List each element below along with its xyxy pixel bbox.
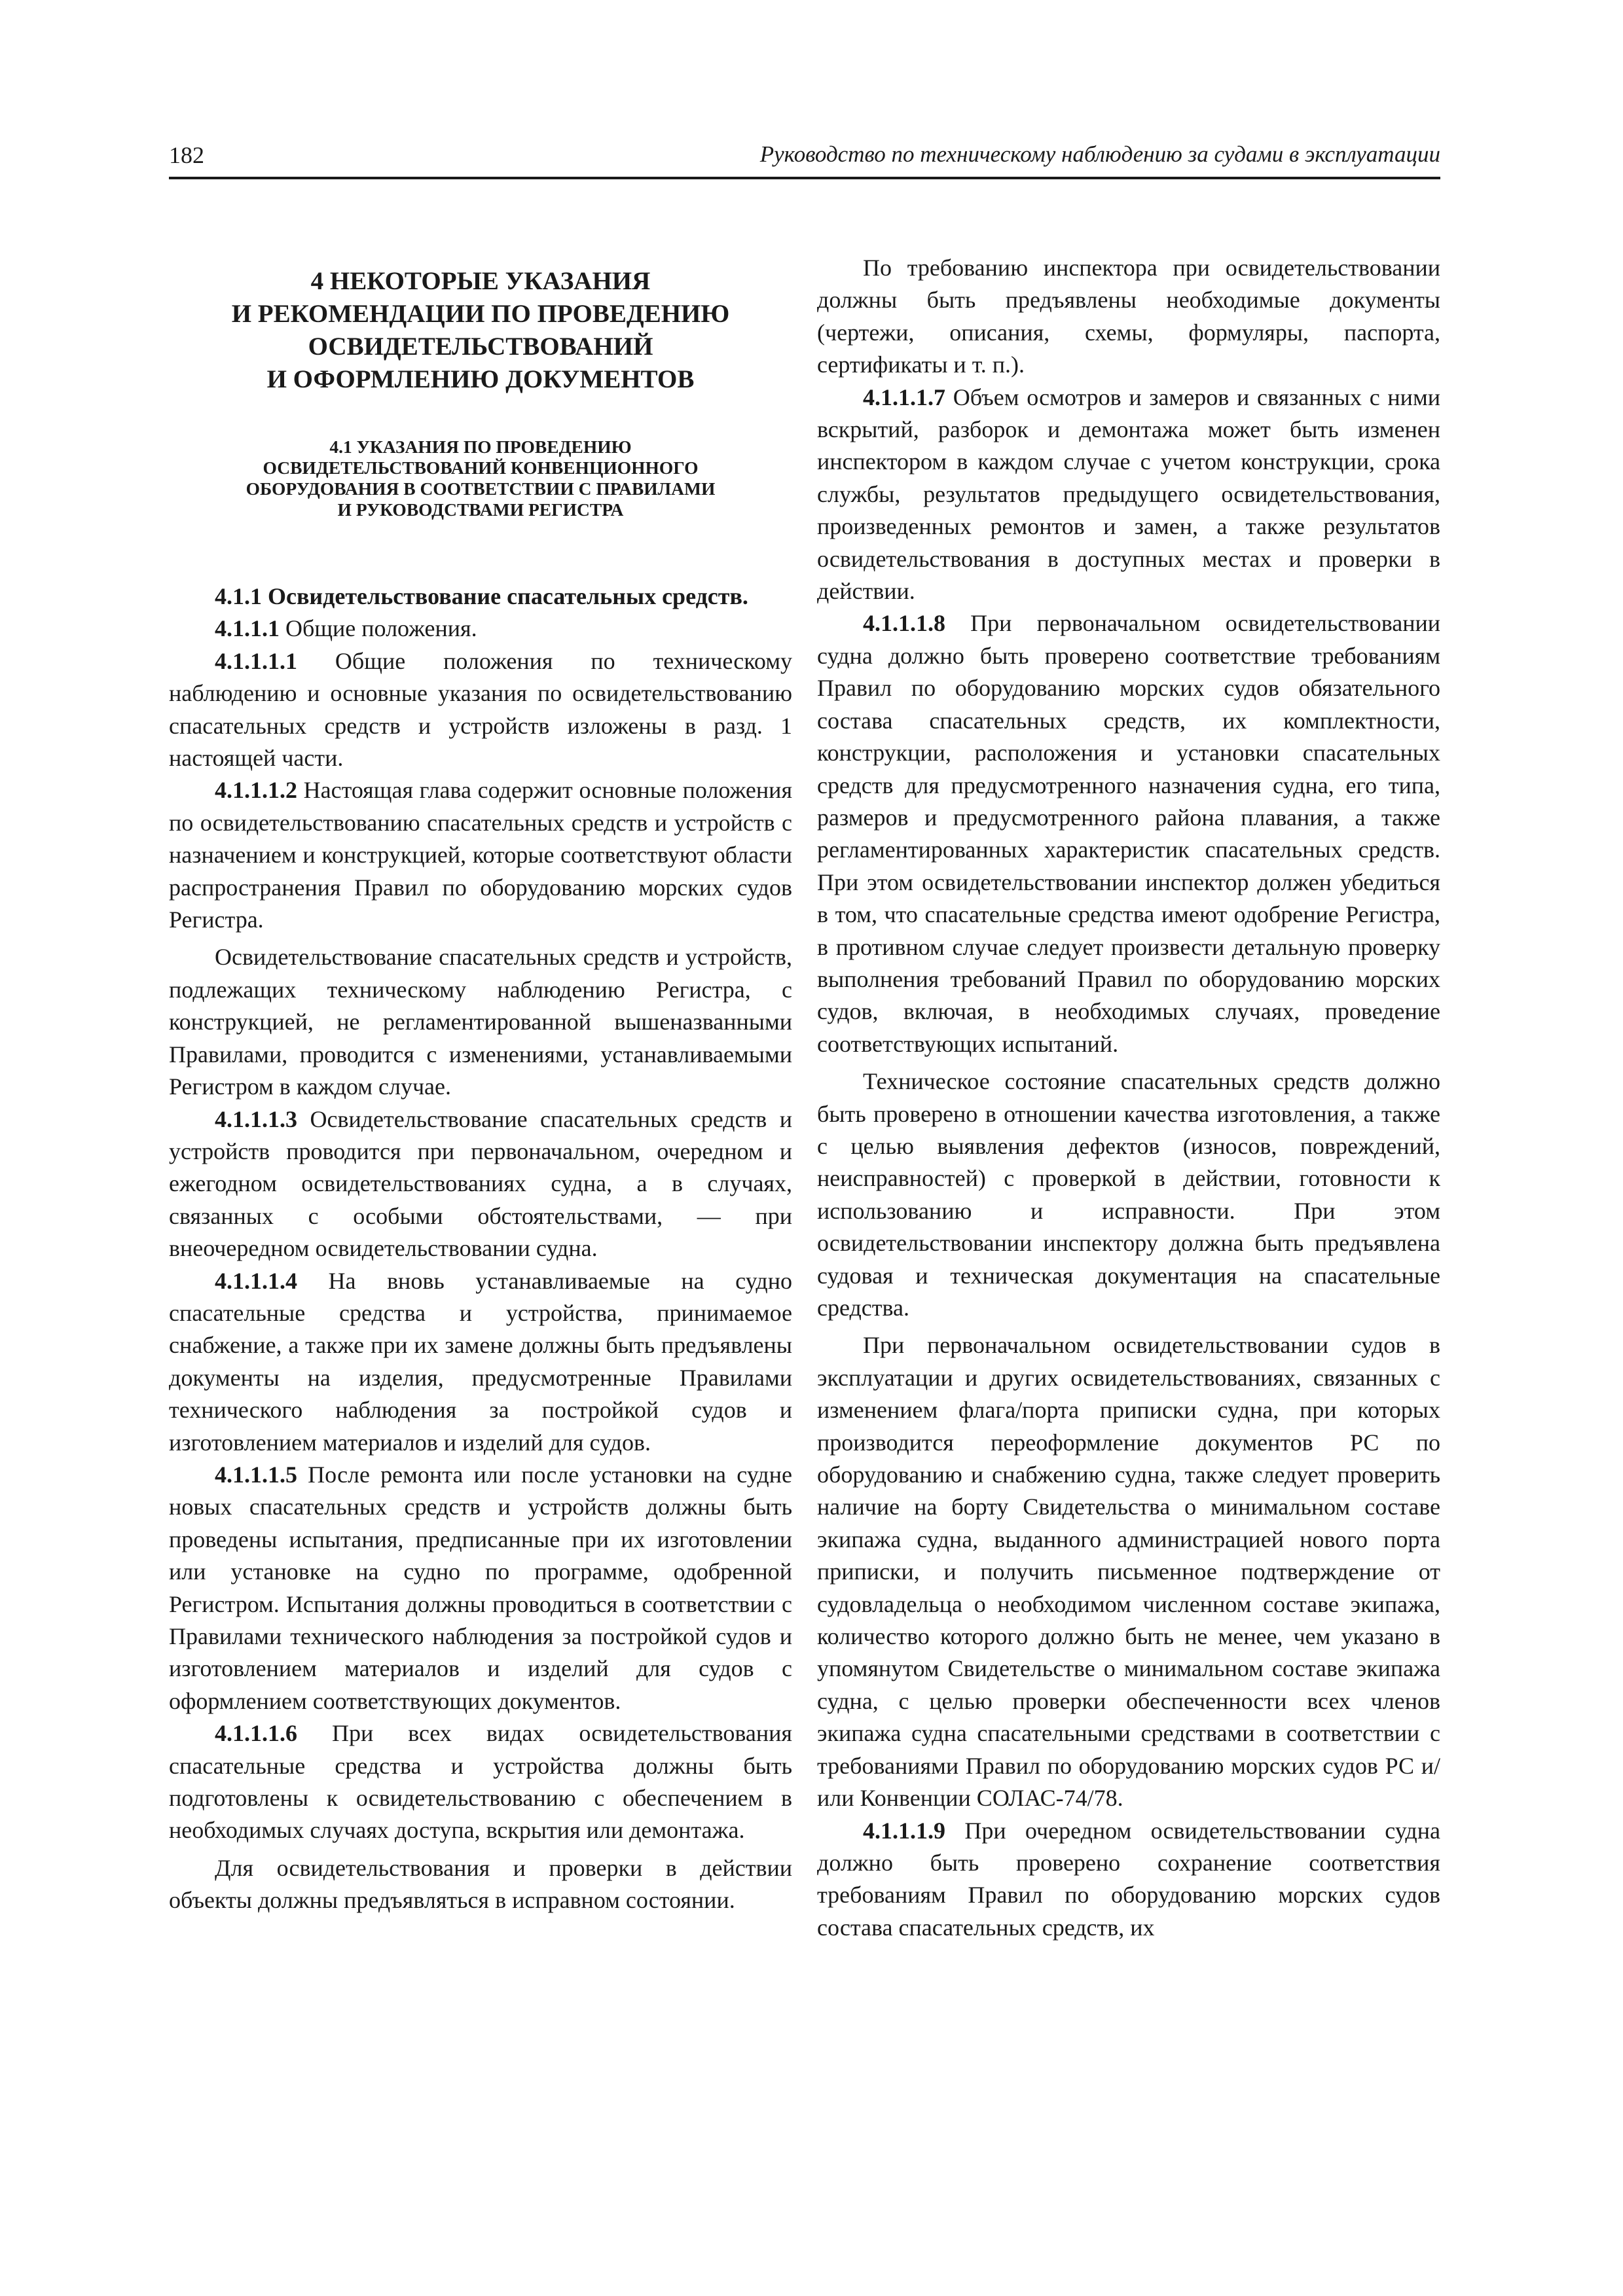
section-title-line: И РУКОВОДСТВАМИ РЕГИСТРА (337, 499, 624, 520)
paragraph-text: При всех видах освидетельствования спасательные средства и устройства должны быть подготовлены к освидетельствованию с обеспечением в необходимых случаях доступа, вскрытия или демонтажа. (169, 1720, 792, 1844)
paragraph-4-1-1-1-1 (169, 645, 792, 775)
page-header (169, 139, 1440, 179)
paragraph-text: При очередном освидетельствовании судна должно быть проверено сохранение соответствия требованиям Правил по оборудованию морских судов состава спасательных средств, их (817, 1817, 1440, 1941)
chapter-title-line: И ОФОРМЛЕНИЮ ДОКУМЕНТОВ (266, 365, 695, 393)
paragraph-plain: Техническое состояние спасательных средств должно быть проверено в отношении качества изготовления, а также с целью выявления дефектов (износов, повреждений, неисправностей) с проверкой в действии, готовности к использованию и исправности. При этом освидетельствовании инспектору должна быть предъявлена судовая и техническая документация на спасательные средства. (817, 1068, 1440, 1321)
paragraph-4-1-1-1-9 (817, 1815, 1440, 1945)
paragraph-4-1-1-1-6 (169, 1717, 792, 1847)
paragraph-number: 4.1.1.1.3 (215, 1105, 297, 1132)
paragraph-number: 4.1.1.1.2 (215, 777, 297, 804)
paragraph-number: 4.1.1.1.5 (215, 1461, 297, 1488)
paragraph-text: На вновь устанавливаемые на судно спасательные средства и устройства, принимаемое снабжение, а также при их замене должны быть предъявлены документы на изделия, предусмотренные Правилами технического наблюдения за постройкой судов и изготовлением материалов и изделий для судов. (169, 1267, 792, 1456)
paragraph-number: 4.1.1.1.8 (863, 610, 945, 637)
paragraph-number: 4.1.1.1.7 (863, 384, 945, 410)
section-title (169, 437, 792, 520)
paragraph-number: 4.1.1.1.4 (215, 1267, 297, 1294)
paragraph-plain: Освидетельствование спасательных средств и устройств, подлежащих техническому наблюдению Регистра, с конструкцией, не регламентированной вышеназванными Правилами, проводится с изменениями, устанавливаемыми Регистром в каждом случае. (169, 944, 792, 1100)
right-column (817, 252, 1440, 1944)
chapter-title-line: 4 НЕКОТОРЫЕ УКАЗАНИЯ (310, 267, 651, 295)
paragraph-4-1-1-1-4 (169, 1265, 792, 1459)
subsection-heading: 4.1.1 Освидетельствование спасательных средств. (215, 583, 748, 609)
paragraph-number: 4.1.1.1 (215, 615, 280, 642)
section-title-line: 4.1 УКАЗАНИЯ ПО ПРОВЕДЕНИЮ (329, 437, 632, 457)
paragraph-text: Объем осмотров и замеров и связанных с ними вскрытий, разборок и демонтажа может быть изменен инспектором в каждом случае с учетом конструкции, срока службы, результатов предыдущего освидетельствования, произведенных ремонтов и замен, а также результатов освидетельствования в доступных местах и проверки в действии. (817, 384, 1440, 605)
paragraph-4-1-1-1 (169, 613, 792, 645)
paragraph-4-1-1-1-5 (169, 1459, 792, 1717)
chapter-title (169, 265, 792, 396)
left-column (169, 252, 792, 1917)
chapter-title-line: И РЕКОМЕНДАЦИИ ПО ПРОВЕДЕНИЮ (231, 300, 730, 328)
chapter-title-line: ОСВИДЕТЕЛЬСТВОВАНИЙ (308, 332, 653, 361)
section-title-line: ОБОРУДОВАНИЯ В СООТВЕТСТВИИ С ПРАВИЛАМИ (246, 478, 716, 499)
paragraph-4-1-1-1-3 (169, 1103, 792, 1265)
page-number: 182 (169, 142, 204, 168)
paragraph-text: Общие положения по техническому наблюдению и основные указания по освидетельствованию спасательных средств и устройств изложены в разд. 1 настоящей части. (169, 647, 792, 772)
running-title: Руководство по техническому наблюдению за судами в эксплуатации (759, 141, 1440, 167)
paragraph-plain: Для освидетельствования и проверки в действии объекты должны предъявляться в исправном состоянии. (169, 1854, 792, 1914)
paragraph-text: После ремонта или после установки на судне новых спасательных средств и устройств должны быть проведены испытания, предписанные при их изготовлении или установке на судно по программе, одобренной Регистром. Испытания должны проводиться в соответствии с Правилами технического наблюдения за постройкой судов и изготовлением материалов и изделий для судов с оформлением соответствующих документов. (169, 1461, 792, 1714)
paragraph-text: Освидетельствование спасательных средств и устройств проводится при первоначальном, очередном и ежегодном освидетельствованиях судна, а в случаях, связанных с особыми обстоятельствами, — при внеочередном освидетельствовании судна. (169, 1105, 792, 1262)
paragraph-number: 4.1.1.1.9 (863, 1817, 945, 1844)
paragraph-text: Общие положения. (280, 615, 477, 642)
paragraph-4-1-1-1-2 (169, 774, 792, 936)
section-title-line: ОСВИДЕТЕЛЬСТВОВАНИЙ КОНВЕНЦИОННОГО (263, 457, 699, 478)
paragraph-text: При первоначальном освидетельствовании судна должно быть проверено соответствие требованиям Правил по оборудованию морских судов обязательного состава спасательных средств, их комплектности, конструкции, расположения и установки спасательных средств для предусмотренного назначения судна, его типа, размеров и предусмотренного района плавания, а также регламентированных характеристик спасательных средств. При этом освидетельствовании инспектор должен убедиться в том, что спасательные средства имеют одобрение Регистра, в противном случае следует произвести детальную проверку выполнения требований Правил по оборудованию морских судов, включая, в необходимых случаях, проведение соответствующих испытаний. (817, 610, 1440, 1057)
paragraph-4-1-1-1-8 (817, 607, 1440, 1060)
paragraph-plain: При первоначальном освидетельствовании судов в эксплуатации и других освидетельствованиях, связанных с изменением флага/порта приписки судна, при которых производится переоформление документов РС по оборудованию и снабжению судна, также следует проверить наличие на борту Свидетельства о минимальном составе экипажа судна, выданного администрацией нового порта приписки, и получить письменное подтверждение от судовладельца о необходимом численном составе экипажа, количество которого должно быть не менее, чем указано в упомянутом Свидетельстве о минимальном составе экипажа судна, с целью проверки обеспеченности всех членов экипажа судна спасательными средствами в соответствии с требованиями Правил по оборудованию морских судов РС и/или Конвенции СОЛАС-74/78. (817, 1332, 1440, 1812)
paragraph-4-1-1-1-7 (817, 382, 1440, 608)
paragraph-number: 4.1.1.1.1 (215, 647, 297, 674)
paragraph-text: Настоящая глава содержит основные положения по освидетельствованию спасательных средств и устройств с назначением и конструкцией, которые соответствуют области распространения Правил по оборудованию морских судов Регистра. (169, 777, 792, 933)
paragraph-plain: По требованию инспектора при освидетельствовании должны быть предъявлены необходимые документы (чертежи, описания, схемы, формуляры, паспорта, сертификаты и т. п.). (817, 255, 1440, 378)
paragraph-number: 4.1.1.1.6 (215, 1720, 297, 1747)
